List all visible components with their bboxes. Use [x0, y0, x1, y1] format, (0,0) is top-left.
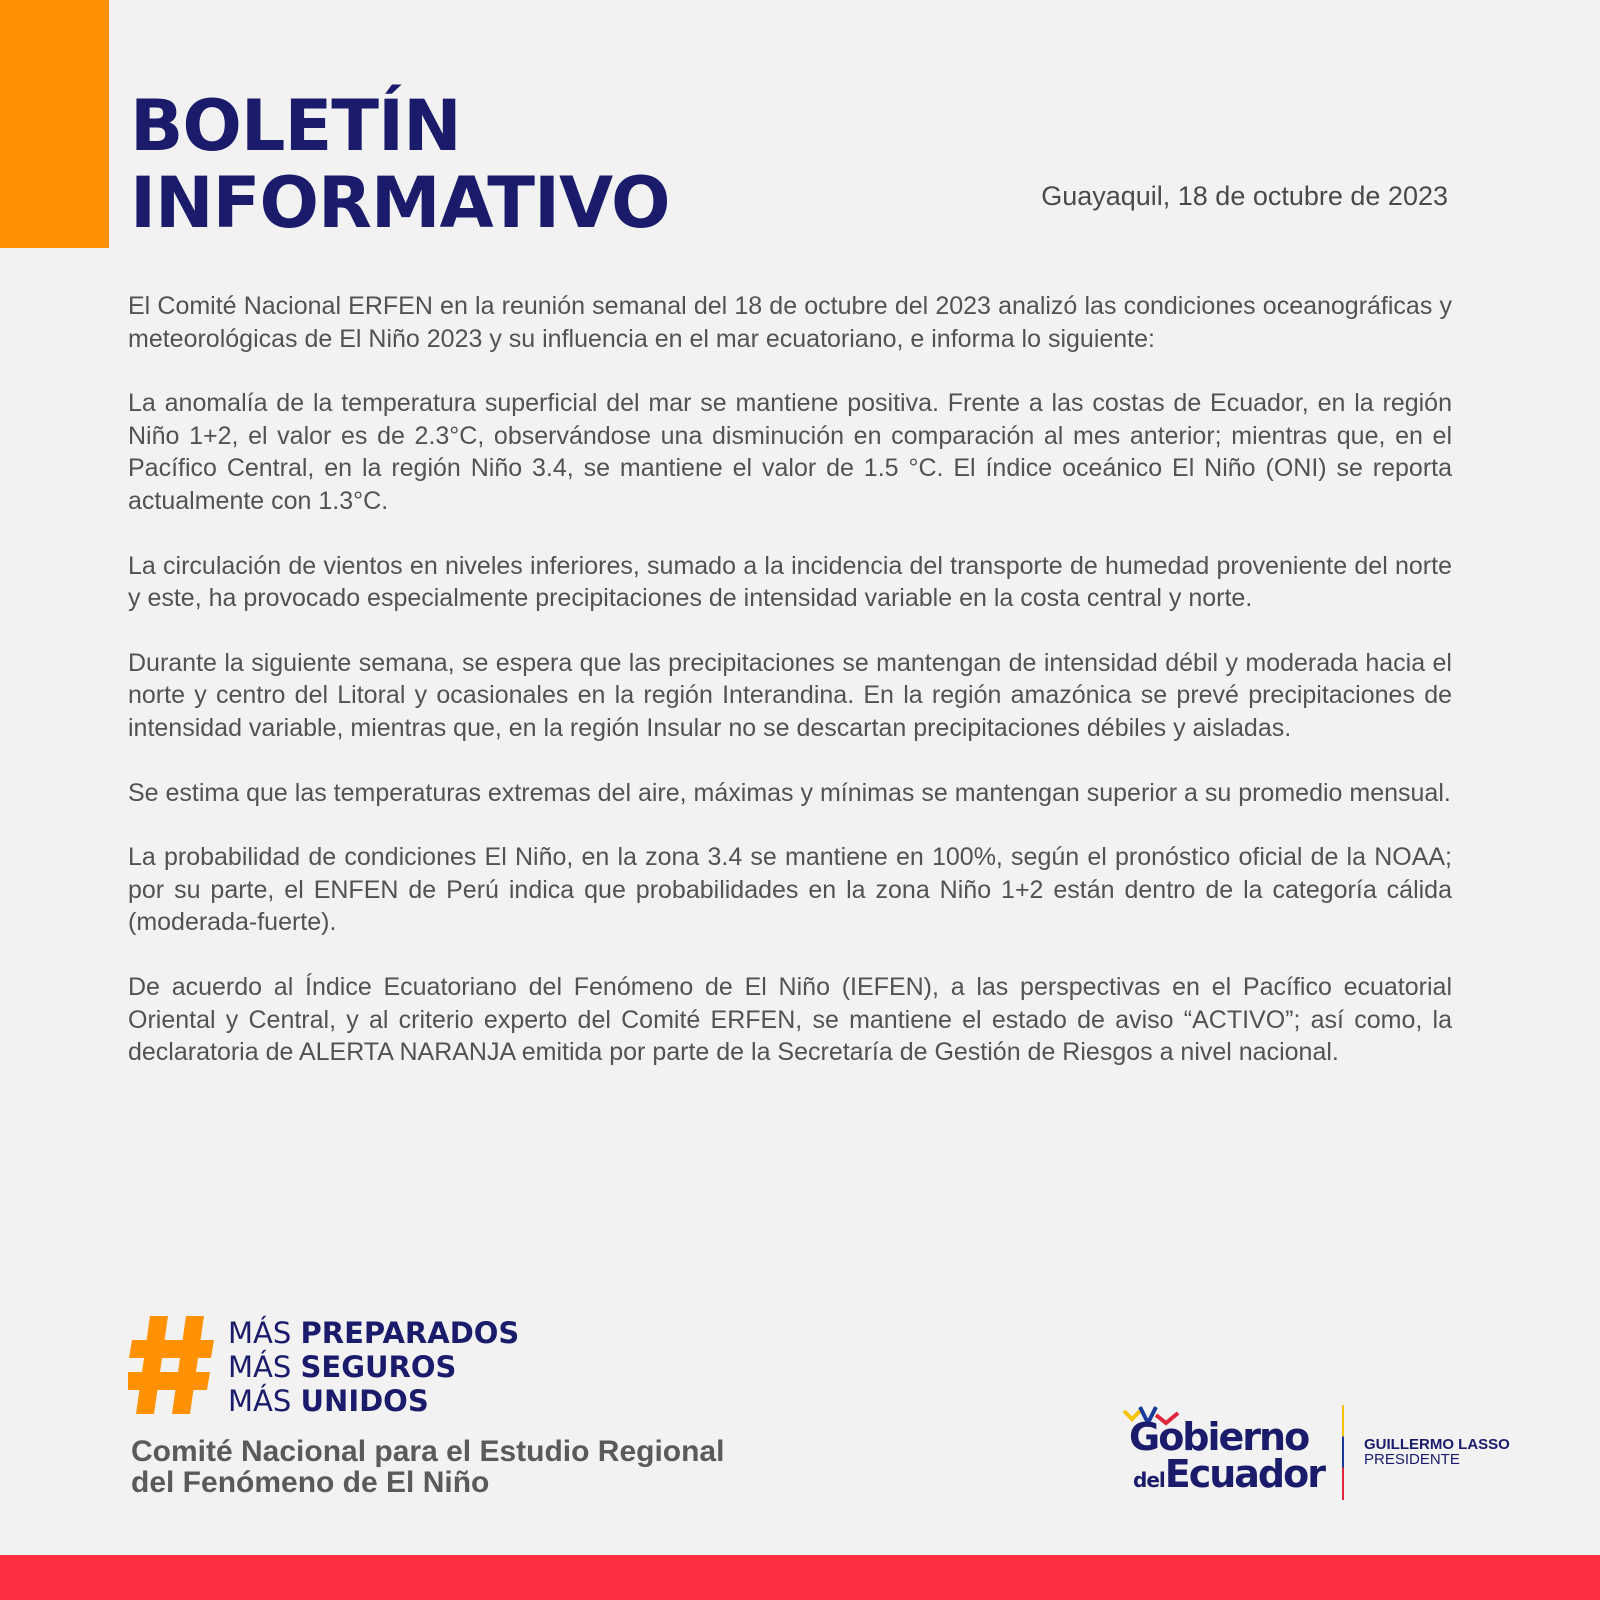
slogan-prefix: MÁS — [228, 1316, 301, 1350]
paragraph: Se estima que las temperaturas extremas del aire, máximas y mínimas se mantengan superior a su promedio mensual. — [128, 778, 1451, 807]
title-line-2: INFORMATIVO — [130, 162, 670, 244]
slogan-prefix: MÁS — [228, 1384, 301, 1418]
slogan-lines — [228, 1316, 588, 1418]
slogan-prefix: MÁS — [228, 1350, 301, 1384]
paragraph: La anomalía de la temperatura superficial del mar se mantiene positiva. Frente a las costas de Ecuador, en la región Niño 1+2, el valor es de 2.3°C, observándose una disminución en comparación al mes anterior; mientras que, en el Pacífico Central, en la región Niño 3.4, se mantiene el valor de 1.5 °C. El índice oceánico El Niño (ONI) se reporta actualmente con 1.3°C. — [128, 389, 1452, 515]
orange-accent-block — [0, 0, 109, 248]
gobierno-word: Gobierno — [1129, 1415, 1309, 1459]
slogan-line — [228, 1350, 588, 1384]
slogan-line — [228, 1316, 588, 1350]
logo-divider — [1342, 1405, 1344, 1500]
paragraph: El Comité Nacional ERFEN en la reunión semanal del 18 de octubre del 2023 analizó las condiciones oceanográficas y meteorológicas de El Niño 2023 y su influencia en el mar ecuatoriano, e informa lo siguiente: — [128, 292, 1452, 353]
paragraph: La probabilidad de condiciones El Niño, en la zona 3.4 se mantiene en 100%, según el pronóstico oficial de la NOAA; por su parte, el ENFEN de Perú indica que probabilidades en la zona Niño 1+2 están dentro de la categoría cálida (moderada-fuerte). — [128, 843, 1452, 937]
slogan-keyword: UNIDOS — [300, 1384, 429, 1418]
paragraph: De acuerdo al Índice Ecuatoriano del Fenómeno de El Niño (IEFEN), a las perspectivas en el Pacífico ecuatorial Oriental y Central, y al criterio experto del Comité ERFEN, se mantiene el estado de aviso “ACTIVO”; así como, la declaratoria de ALERTA NARANJA emitida por parte de la Secretaría de Gestión de Riesgos a nivel nacional. — [128, 972, 1452, 1067]
bottom-red-bar — [0, 1555, 1600, 1600]
title-line-1: BOLETÍN — [130, 85, 461, 167]
committee-line-1: Comité Nacional para el Estudio Regional — [131, 1435, 725, 1468]
hashtag-icon — [128, 1316, 214, 1414]
del-word: del — [1133, 1468, 1165, 1492]
president-name: GUILLERMO LASSO — [1364, 1436, 1510, 1453]
paragraph: Durante la siguiente semana, se espera que las precipitaciones se mantengan de intensidad débil y moderada hacia el norte y centro del Litoral y ocasionales en la región Interandina. En la región amazónica se prevé precipitaciones de intensidad variable, mientras que, en la región Insular no se descartan precipitaciones débiles y aisladas. — [128, 648, 1452, 742]
committee-line-2: del Fenómeno de El Niño — [131, 1466, 490, 1499]
ecuador-word — [1133, 1452, 1324, 1496]
president-credit — [1364, 1437, 1510, 1467]
bulletin-body — [128, 290, 1452, 1101]
paragraph: La circulación de vientos en niveles inferiores, sumado a la incidencia del transporte de humedad proveniente del norte y este, ha provocado especialmente precipitaciones de intensidad variable en la costa central y norte. — [128, 551, 1452, 613]
page-title — [130, 85, 670, 244]
gobierno-logo — [1120, 1405, 1540, 1505]
slogan-keyword: PREPARADOS — [300, 1316, 520, 1350]
committee-name — [131, 1436, 831, 1498]
ecuador-text: Ecuador — [1164, 1452, 1324, 1496]
bulletin-date: Guayaquil, 18 de octubre de 2023 — [1041, 181, 1448, 211]
slogan-keyword: SEGUROS — [300, 1350, 457, 1384]
president-role: PRESIDENTE — [1364, 1451, 1460, 1468]
slogan-line — [228, 1384, 588, 1418]
